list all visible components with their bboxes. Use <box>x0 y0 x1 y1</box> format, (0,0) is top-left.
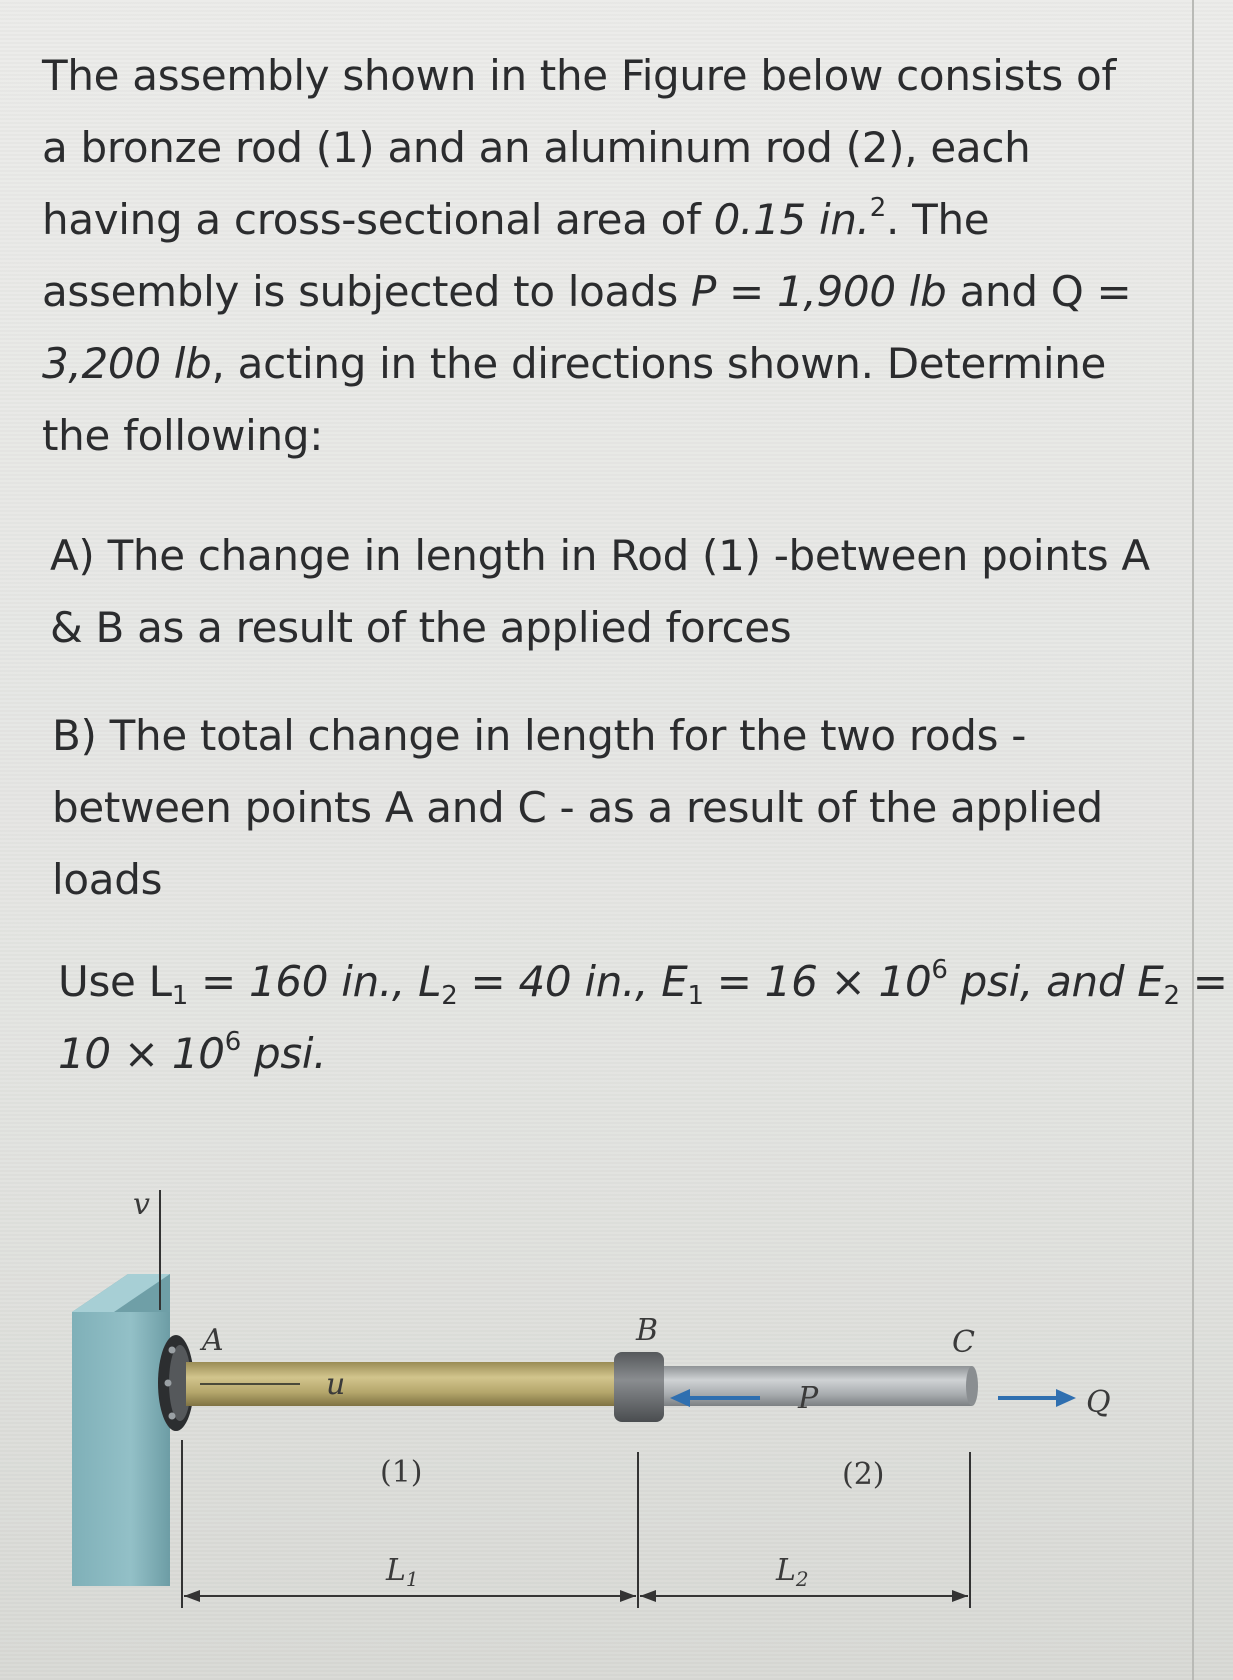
label-q: Q <box>1086 1385 1111 1420</box>
intro-line-5: 3,200 lb, acting in the directions shown. Determine <box>42 339 1107 388</box>
label-b: B <box>636 1313 659 1348</box>
intro-line-3: having a cross-sectional area of 0.15 in.$^2$. The <box>42 193 990 244</box>
intro-line-1: The assembly shown in the Figure below consists of <box>42 51 1116 100</box>
coupler-b <box>614 1352 664 1422</box>
given-values <box>58 946 1228 1090</box>
label-rod-1: (1) <box>380 1455 423 1490</box>
intro-line-6: the following: <box>42 411 324 460</box>
label-p: P <box>798 1381 819 1416</box>
label-a: A <box>202 1323 224 1358</box>
question-a-line-2: & B as a result of the applied forces <box>50 603 792 652</box>
intro-line-2: a bronze rod (1) and an aluminum rod (2), each <box>42 123 1031 172</box>
question-b-line-1: B) The total change in length for the two rods - <box>52 711 1027 760</box>
intro-line-4: assembly is subjected to loads P = 1,900 lb and Q = <box>42 267 1132 316</box>
wall-support <box>72 1274 170 1586</box>
label-c: C <box>952 1325 975 1360</box>
problem-statement <box>42 40 1192 472</box>
question-a-line-1: A) The change in length in Rod (1) -between points A <box>50 531 1150 580</box>
label-l2: $L_2$ <box>776 1553 809 1591</box>
load-q-arrow <box>998 1389 1076 1407</box>
label-l1: $L_1$ <box>386 1553 419 1591</box>
question-b <box>52 700 1202 916</box>
given-values-line-2: $10 \times 10^6$ psi. <box>58 1027 327 1078</box>
question-b-line-3: loads <box>52 855 163 904</box>
question-a <box>50 520 1200 664</box>
label-u: u <box>326 1367 346 1402</box>
assembly-diagram <box>0 1190 1233 1630</box>
label-rod-2: (2) <box>842 1457 885 1492</box>
question-b-line-2: between points A and C - as a result of the applied <box>52 783 1103 832</box>
label-v: v <box>133 1190 150 1222</box>
rod-2-end-c <box>966 1366 978 1406</box>
assembly-figure <box>0 1190 1233 1630</box>
given-values-line-1: Use $L_1 = 160$ in., $L_2 = 40$ in., $E_1 = 16 \times 10^6$ psi, and $E_2$ = <box>58 955 1228 1011</box>
